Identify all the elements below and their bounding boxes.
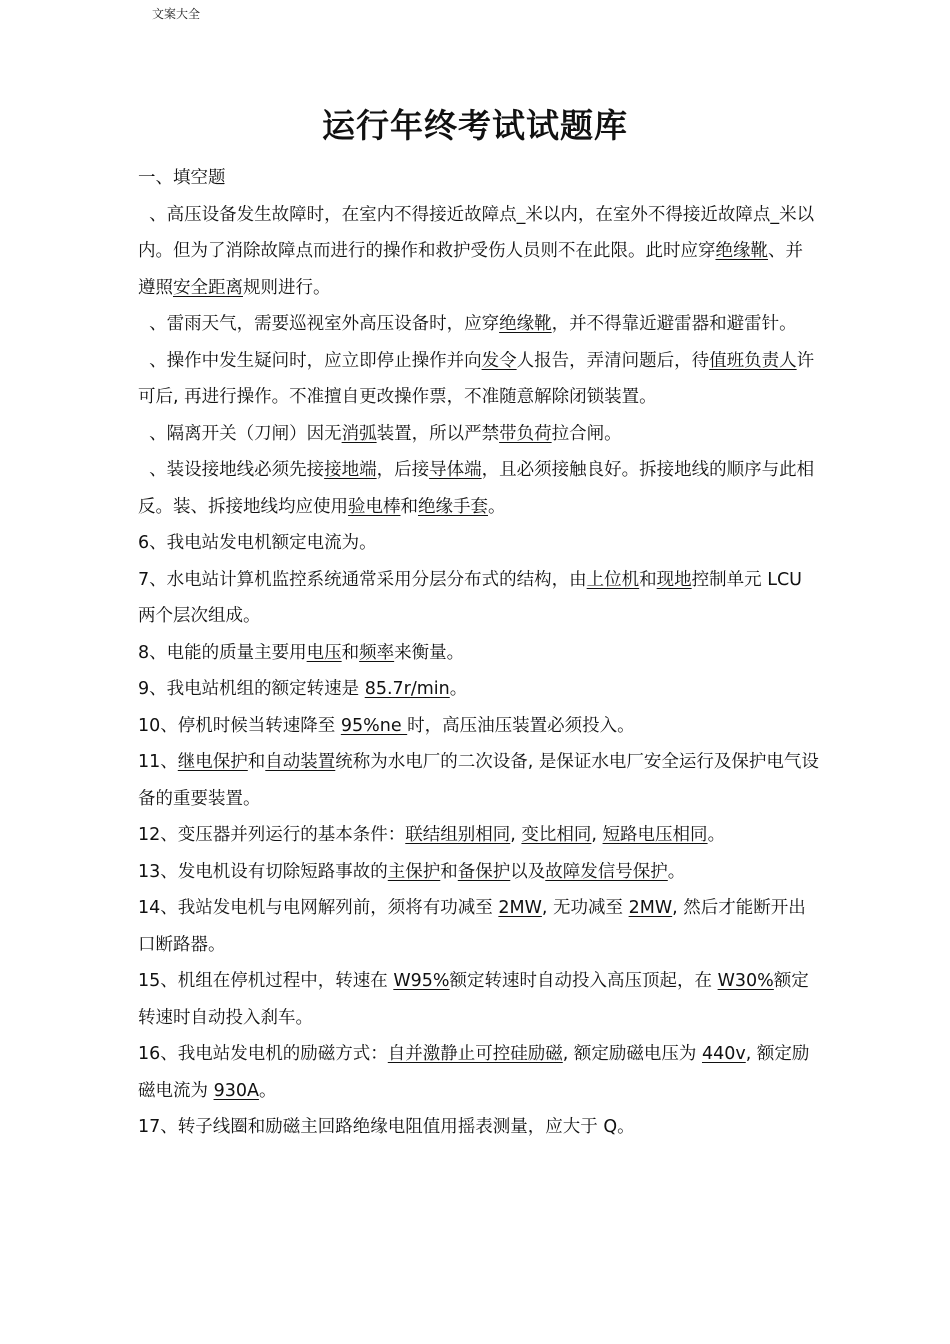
question-text: 、并遵照 <box>138 241 803 298</box>
question-text: 、装设接地线必须先接 <box>138 460 325 480</box>
question-text: 以及 <box>510 861 546 882</box>
question-q1 <box>138 197 820 307</box>
answer-blank: 主保护 <box>387 861 441 882</box>
question-q10 <box>138 708 820 745</box>
answer-blank: 值班负责人 <box>709 350 797 371</box>
question-text: 。 <box>449 679 468 699</box>
answer-blank: 85.7r/min <box>364 679 450 699</box>
question-text: 和 <box>440 861 458 882</box>
question-text: 、隔离开关（刀闸）因无 <box>138 423 342 444</box>
question-q14 <box>138 890 820 963</box>
question-q16 <box>138 1036 820 1109</box>
question-text: 15、机组在停机过程中，转速在 <box>138 971 394 991</box>
question-text: 来衡量。 <box>394 642 465 663</box>
question-text: ，并不得靠近避雷器和避雷针。 <box>551 314 797 334</box>
question-text: 6、我电站发电机额定电流为。 <box>138 533 377 553</box>
answer-blank: 验电棒 <box>348 496 401 517</box>
question-text: 、操作中发生疑问时，应立即停止操作并向 <box>138 350 482 371</box>
answer-blank: 440v <box>701 1044 746 1064</box>
question-q4 <box>138 416 820 453</box>
question-text: 16、我电站发电机的励磁方式： <box>138 1044 388 1064</box>
question-q3 <box>138 343 820 416</box>
question-text: 额定转速时自动投入刹车。 <box>138 971 809 1028</box>
question-text: , 额定励磁电流为 <box>138 1044 810 1101</box>
question-q9 <box>138 671 820 708</box>
question-text: 额定转速时自动投入高压顶起，在 <box>449 971 718 991</box>
answer-blank: 带负荷 <box>499 423 552 444</box>
question-text: 控制单元 LCU 两个层次组成。 <box>138 569 802 626</box>
answer-blank: 联结组别相同 <box>405 825 511 845</box>
question-text: 和 <box>341 642 360 663</box>
answer-blank: 现地 <box>656 569 692 590</box>
question-text: , <box>591 825 603 845</box>
answer-blank: 2MW <box>628 898 673 918</box>
question-text: 装置，所以严禁 <box>376 423 500 444</box>
answer-blank: 接地端 <box>324 460 377 480</box>
question-q11 <box>138 744 820 817</box>
question-text: 8、电能的质量主要用 <box>138 642 307 663</box>
answer-blank: W95% <box>393 971 450 991</box>
question-text: 、雷雨天气，需要巡视室外高压设备时，应穿 <box>138 314 500 334</box>
question-list <box>138 160 820 1146</box>
question-q15 <box>138 963 820 1036</box>
question-text: , <box>510 825 522 845</box>
answer-blank: 继电保护 <box>177 752 248 772</box>
question-text: 11、 <box>138 752 178 772</box>
question-text: 9、我电站机组的额定转速是 <box>138 679 365 699</box>
question-text: 人报告，弄清问题后，待 <box>516 350 710 371</box>
page-header: 文案大全 <box>152 7 201 21</box>
question-text: 许可后, 再进行操作。不准擅自更改操作票，不准随意解除闭锁装置。 <box>138 350 815 407</box>
section-heading: 一、填空题 <box>138 168 226 188</box>
answer-blank: 变比相同 <box>521 825 592 845</box>
question-text: 、高压设备发生故障时，在室内不得接近故障点_米以内，在室外不得接近故障点_米以内。但为了消除故障点而进行的操作和救护受伤人员则不在此限。此时应穿 <box>138 204 815 261</box>
answer-blank: 2MW <box>498 898 542 918</box>
answer-blank: 95%ne <box>340 715 408 736</box>
question-text: ，且必须接触良好。拆接地线的顺序与此相反。装、拆接地线均应使用 <box>138 460 815 517</box>
question-text: 。 <box>488 496 506 517</box>
answer-blank: 导体端 <box>429 460 482 480</box>
answer-blank: 绝缘手套 <box>418 496 488 517</box>
answer-blank: 自并激静止可控硅励磁 <box>387 1044 563 1064</box>
answer-blank: 发令 <box>481 350 517 371</box>
question-text: , 无功减至 <box>541 898 629 918</box>
question-text: 规则进行。 <box>243 277 331 298</box>
question-text: , 额定励磁电压为 <box>562 1044 702 1064</box>
answer-blank: 电压 <box>306 642 342 663</box>
question-q7 <box>138 562 820 635</box>
answer-blank: 自动装置 <box>265 752 336 772</box>
question-text: 17、转子线圈和励磁主回路绝缘电阻值用摇表测量，应大于 Q。 <box>138 1117 635 1137</box>
question-text: , 然后才能断开出口断路器。 <box>138 898 806 955</box>
questions-container <box>138 197 820 1146</box>
answer-blank: 930A <box>213 1080 259 1101</box>
question-text: 拉合闸。 <box>551 423 622 444</box>
answer-blank: 短路电压相同 <box>602 825 708 845</box>
question-text: 14、我站发电机与电网解列前，须将有功减至 <box>138 898 499 918</box>
question-text: 和 <box>639 569 657 590</box>
question-text: 13、发电机设有切除短路事故的 <box>138 861 388 882</box>
answer-blank: 备保护 <box>457 861 511 882</box>
answer-blank: 安全距离 <box>173 277 243 298</box>
answer-blank: 故障发信号保护 <box>545 861 668 882</box>
question-q12 <box>138 817 820 854</box>
question-q17 <box>138 1109 820 1146</box>
question-text: 和 <box>247 752 266 772</box>
answer-blank: 频率 <box>359 642 395 663</box>
question-text: 7、水电站计算机监控系统通常采用分层分布式的结构，由 <box>138 569 587 590</box>
question-q2 <box>138 306 820 343</box>
document-title: 运行年终考试试题库 <box>322 106 628 145</box>
answer-blank: 消弧 <box>341 423 377 444</box>
question-q13 <box>138 854 820 891</box>
question-q8 <box>138 635 820 672</box>
question-q5 <box>138 452 820 525</box>
question-text: 10、停机时候当转速降至 <box>138 715 341 736</box>
answer-blank: W30% <box>717 971 774 991</box>
question-text: 和 <box>400 496 418 517</box>
question-text: 时，高压油压装置必须投入。 <box>407 715 635 736</box>
answer-blank: 绝缘靴 <box>499 314 552 334</box>
question-text: 12、变压器并列运行的基本条件： <box>138 825 406 845</box>
question-q6 <box>138 525 820 562</box>
question-text: 统称为水电厂的二次设备, 是保证水电厂安全运行及保护电气设备的重要装置。 <box>138 752 819 809</box>
question-text: 。 <box>258 1080 277 1101</box>
answer-blank: 绝缘靴 <box>715 241 768 261</box>
question-text: ，后接 <box>376 460 430 480</box>
question-text: 。 <box>667 861 686 882</box>
question-text: 。 <box>707 825 726 845</box>
answer-blank: 上位机 <box>586 569 640 590</box>
